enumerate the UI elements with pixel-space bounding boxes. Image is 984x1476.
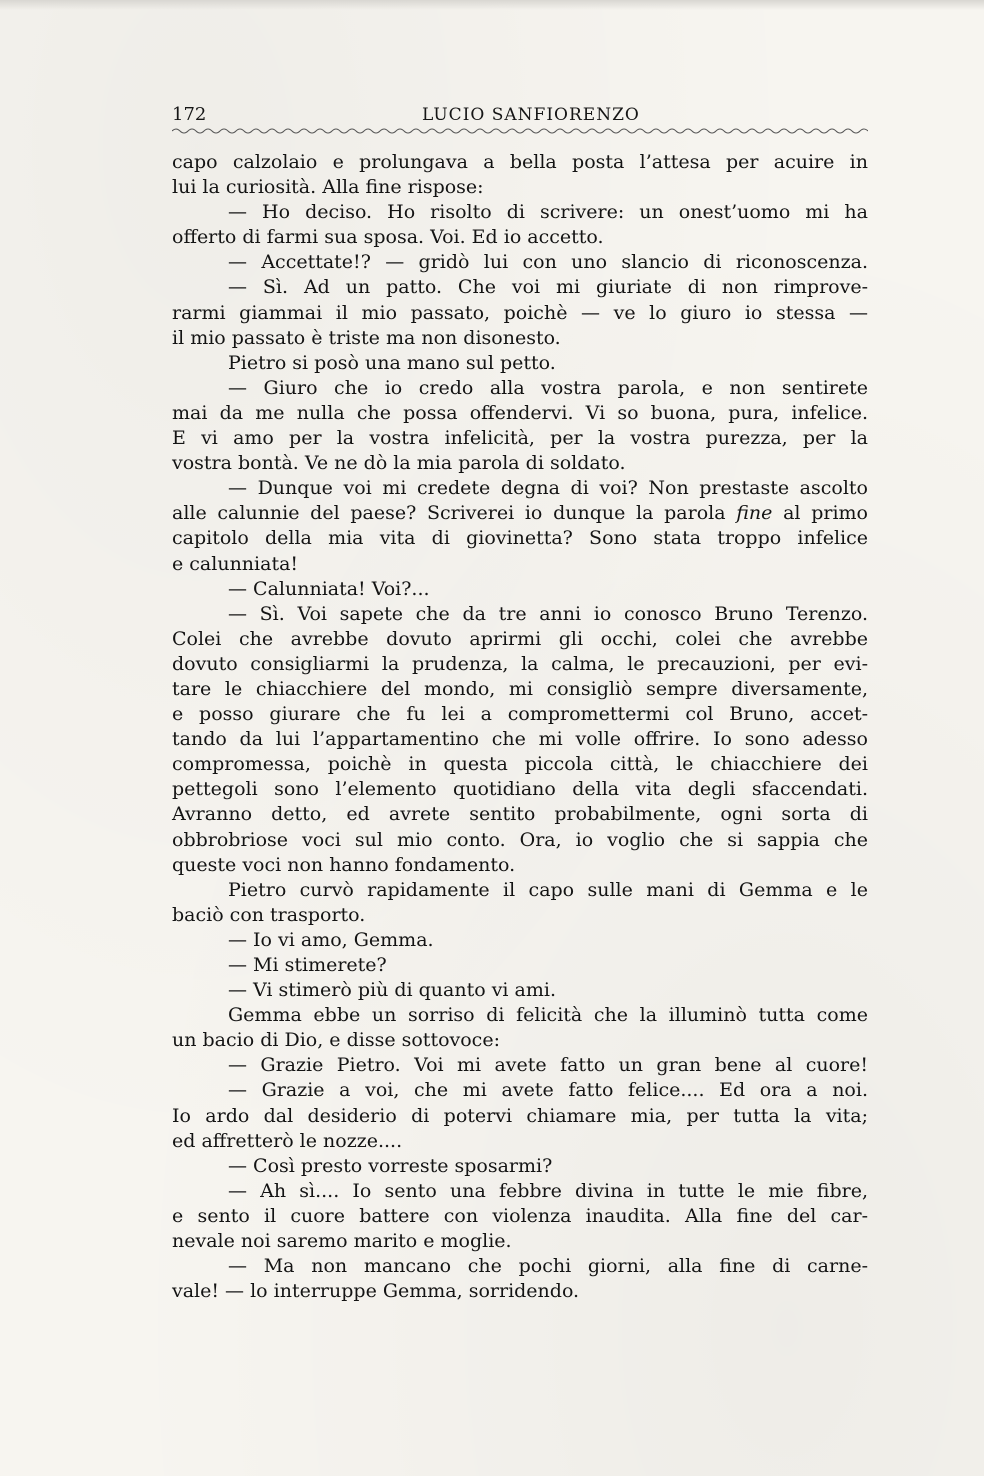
text-line: — Ho deciso. Ho risolto di scrivere: un onest’uomo mi ha [228,201,868,224]
body-text [172,150,868,1304]
text-line: — Così presto vorreste sposarmi? [228,1154,553,1177]
page-top-edge [0,0,984,10]
text-line: — Mi stimerete? [228,954,387,976]
text-line: nevale noi saremo marito e moglie. [172,1230,512,1253]
text-line: e posso giurare che fu lei a compromettermi col Bruno, accet- [172,703,868,726]
text-line: lui la curiosità. Alla fine rispose: [172,176,484,199]
running-title: LUCIO SANFIORENZO [422,105,640,125]
text-line: tando da lui l’appartamentino che mi volle offrire. Io sono adesso [172,728,868,751]
text-line: — Ma non mancano che pochi giorni, alla fine di carne- [228,1255,868,1278]
text-line: — Grazie a voi, che mi avete fatto felice.... Ed ora a noi. [228,1079,868,1102]
text-line: obbrobriose voci sul mio conto. Ora, io voglio che si sappia che [172,828,868,851]
text-line: queste voci non hanno fondamento. [172,853,516,876]
text-line: Gemma ebbe un sorriso di felicità che la illuminò tutta come [228,1004,868,1027]
text-line: — Sì. Voi sapete che da tre anni io conosco Bruno Terenzo. [228,602,868,625]
text-line: un bacio di Dio, e disse sottovoce: [172,1029,500,1052]
text-line: vale! — lo interruppe Gemma, sorridendo. [172,1280,580,1303]
text-line: rarmi giammai il mio passato, poichè — ve lo giuro io stessa — [172,301,868,324]
text-line: vostra bontà. Ve ne dò la mia parola di soldato. [172,452,626,475]
text-line: — Accettate!? — gridò lui con uno slancio di riconoscenza. [228,251,868,274]
page-number: 172 [172,104,207,125]
text-line: — Io vi amo, Gemma. [228,928,434,951]
text-line: tare le chiacchiere del mondo, mi consigliò sempre diversamente, [172,677,868,700]
text-fragment: alle calunnie del paese? Scriverei io dunque la parola [172,502,726,525]
italic-word: fine [736,502,773,525]
text-line: — Vi stimerò più di quanto vi ami. [228,979,557,1002]
text-line: compromessa, poichè in questa piccola città, le chiacchiere dei [172,753,868,776]
text-line: il mio passato è triste ma non disonesto. [172,326,561,349]
text-line: mai da me nulla che possa offendervi. Vi so buona, pura, infelice. [172,401,868,424]
text-line: Io ardo dal desiderio di potervi chiamare mia, per tutta la vita; [172,1104,868,1127]
text-line: Avranno detto, ed avrete sentito probabilmente, ogni sorta di [172,803,868,826]
text-line: — Dunque voi mi credete degna di voi? Non prestaste ascolto [228,477,868,500]
header-wavy-rule [172,126,868,136]
text-line: pettegoli sono l’elemento quotidiano della vita degli sfaccendati. [172,778,868,801]
text-line: Colei che avrebbe dovuto aprirmi gli occhi, colei che avrebbe [172,627,868,650]
text-fragment: al primo [783,502,868,525]
text-line-with-italic [172,501,868,526]
text-line: E vi amo per la vostra infelicità, per la vostra purezza, per la [172,427,868,450]
text-line: e sento il cuore battere con violenza inaudita. Alla fine del car- [172,1204,868,1227]
text-line: — Giuro che io credo alla vostra parola, e non sentirete [228,376,868,399]
text-line: ed affretterò le nozze.... [172,1129,403,1152]
text-line: dovuto consigliarmi la prudenza, la calma, le precauzioni, per evi- [172,652,868,675]
text-line: offerto di farmi sua sposa. Voi. Ed io accetto. [172,226,604,249]
text-line: e calunniata! [172,552,299,575]
text-line: capo calzolaio e prolungava a bella posta l’attesa per acuire in [172,151,868,173]
text-line: baciò con trasporto. [172,903,366,926]
text-line: — Calunniata! Voi?... [228,577,430,600]
text-line: Pietro curvò rapidamente il capo sulle mani di Gemma e le [228,878,868,901]
text-line: — Sì. Ad un patto. Che voi mi giuriate di non rimprove- [228,276,868,299]
text-line: — Grazie Pietro. Voi mi avete fatto un gran bene al cuore! [228,1054,868,1077]
text-line: — Ah sì.... Io sento una febbre divina in tutte le mie fibre, [228,1179,868,1202]
text-line: Pietro si posò una mano sul petto. [228,351,556,374]
text-line: capitolo della mia vita di giovinetta? Sono stata troppo infelice [172,527,868,550]
